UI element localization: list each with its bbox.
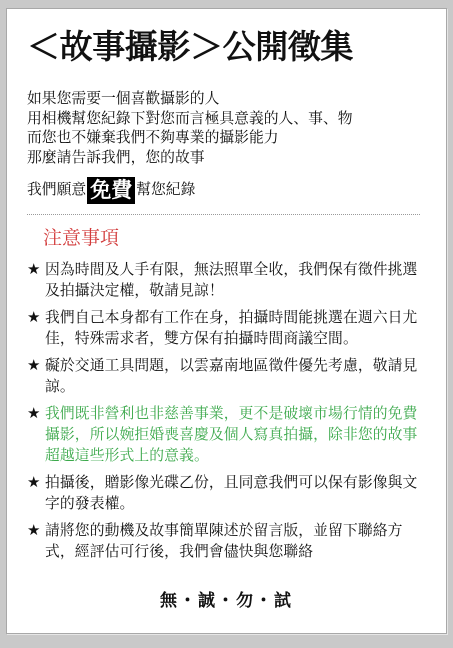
star-icon: ★ <box>27 521 41 539</box>
note-text-highlight: 我們既非營利也非慈善事業，更不是破壞市場行情的免費攝影，所以婉拒婚喪喜慶及個人寫真拍攝，除非您的故事超越這些形式上的意義。 <box>45 405 418 464</box>
note-text: 我們自己本身都有工作在身，拍攝時間能挑選在週六日尤佳，特殊需求者，雙方保有拍攝時間商議空間。 <box>45 309 418 347</box>
intro-block <box>27 89 428 167</box>
star-icon: ★ <box>27 260 41 278</box>
note-item <box>27 307 428 349</box>
star-icon: ★ <box>27 473 41 491</box>
free-offer-line <box>27 175 428 205</box>
star-icon: ★ <box>27 308 41 326</box>
note-text: 請將您的動機及故事簡單陳述於留言版，並留下聯絡方式，經評估可行後，我們會儘快與您聯絡 <box>45 522 403 560</box>
poster-title: ＜故事攝影＞公開徵集 <box>27 27 354 66</box>
notice-heading: 注意事項 <box>43 227 120 249</box>
note-item-highlight <box>27 403 428 466</box>
intro-line: 用相機幫您紀錄下對您而言極具意義的人、事、物 <box>27 109 353 127</box>
notes-list <box>27 259 428 562</box>
note-text: 因為時間及人手有限，無法照單全收，我們保有徵件挑選及拍攝決定權，敬請見諒！ <box>45 261 418 299</box>
free-badge: 免費 <box>87 177 135 204</box>
note-item <box>27 355 428 397</box>
note-text: 礙於交通工具問題，以雲嘉南地區徵件優先考慮，敬請見諒。 <box>45 357 418 395</box>
footer-slogan: 無・誠・勿・試 <box>160 591 293 611</box>
offer-prefix: 我們願意 <box>27 181 87 198</box>
note-item <box>27 259 428 301</box>
intro-line: 如果您需要一個喜歡攝影的人 <box>27 90 220 107</box>
intro-line: 那麼請告訴我們，您的故事 <box>27 148 205 166</box>
poster-sheet <box>6 8 447 634</box>
star-icon: ★ <box>27 356 41 374</box>
note-text: 拍攝後，贈影像光碟乙份，且同意我們可以保有影像與文字的發表權。 <box>45 474 418 512</box>
note-item <box>27 472 428 514</box>
intro-line: 而您也不嫌棄我們不夠專業的攝影能力 <box>27 129 279 146</box>
star-icon: ★ <box>27 404 41 422</box>
divider <box>27 214 420 215</box>
offer-suffix: 幫您紀錄 <box>136 181 196 198</box>
note-item <box>27 520 428 562</box>
